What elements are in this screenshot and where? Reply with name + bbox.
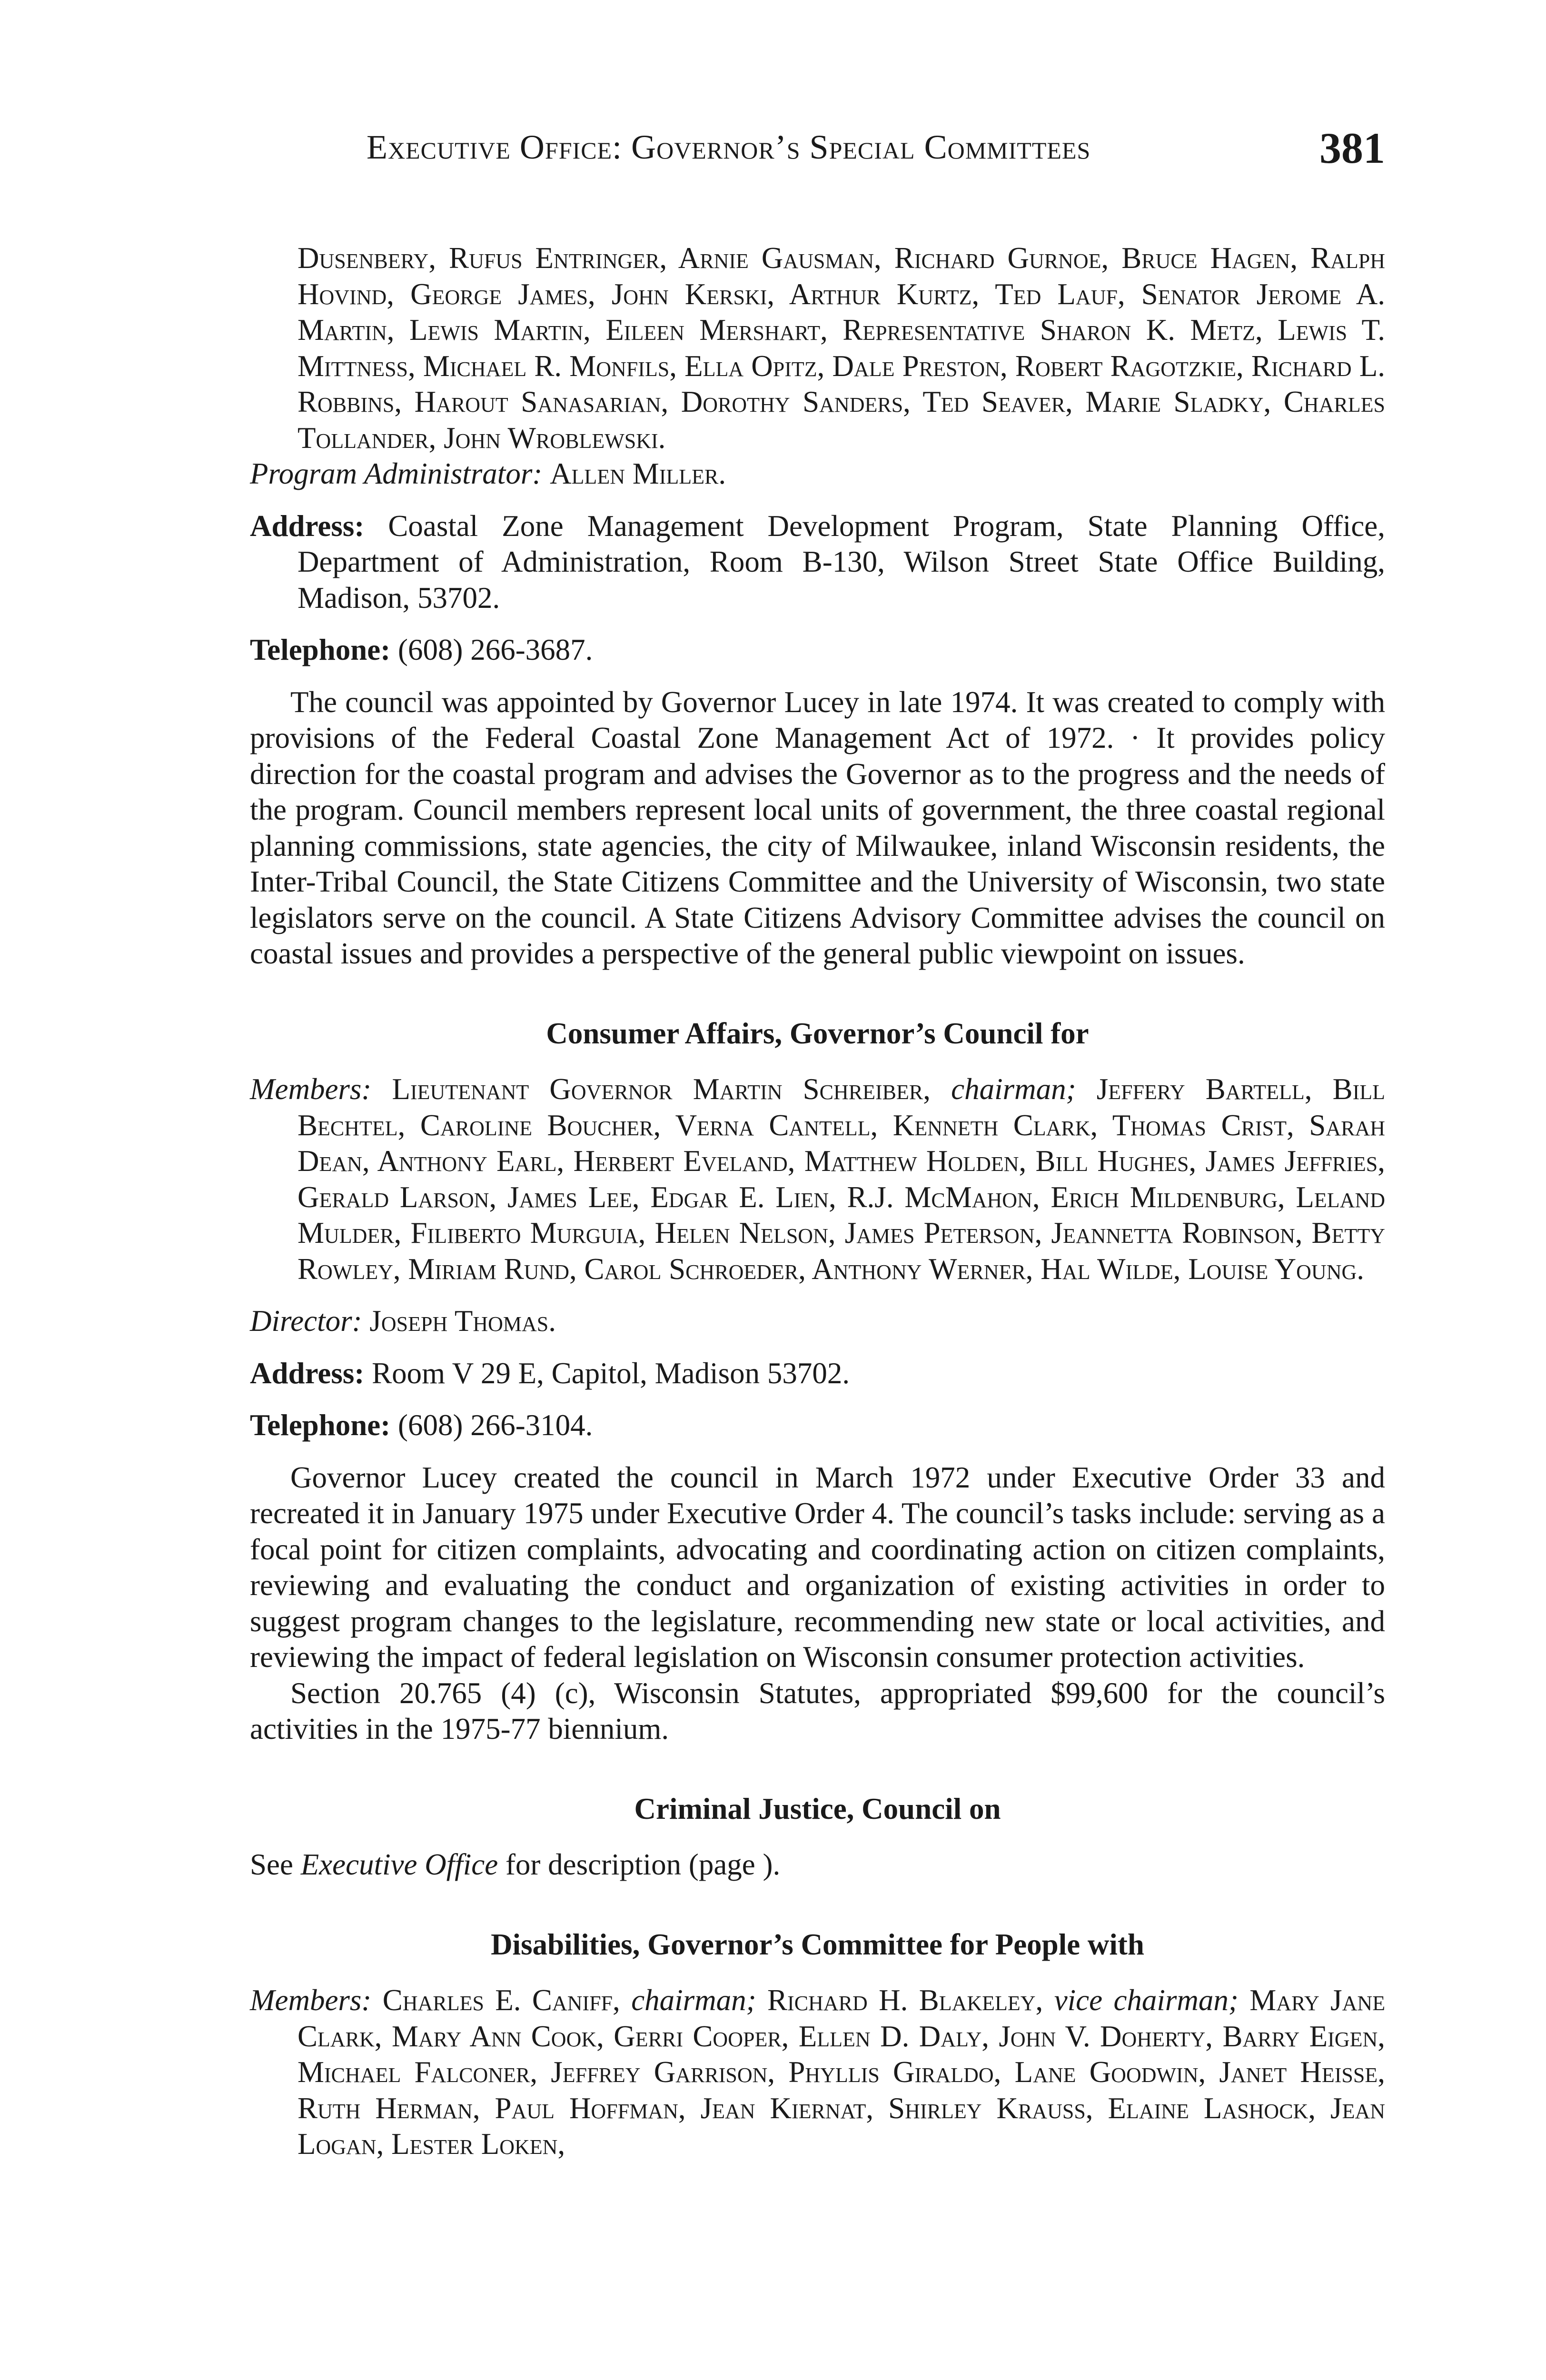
disabilities-heading: Disabilities, Governor’s Committee for People with	[491, 1927, 1144, 1961]
running-head	[367, 128, 1385, 167]
disabilities-members-label: Members:	[250, 1983, 372, 2017]
coastal-telephone-number: (608) 266-3687.	[397, 633, 593, 666]
coastal-address-label: Address:	[250, 509, 365, 543]
disabilities-vice-chairman-name: Richard H. Blakeley,	[767, 1983, 1043, 2017]
consumer-description: Governor Lucey created the council in March 1972 under Executive Order 33 and recreated it in January 1975 under Executive Order 4. The council’s tasks include: serving as a focal point for citizen complaints, advocating and coordinating action on citizen complaints, reviewing and evaluating the conduct and organization of existing activities in order to suggest program changes to the legislature, recommending new state or local activities, and reviewing the impact of federal legislation on Wisconsin consumer protection activities.	[250, 1460, 1385, 1674]
disabilities-members-list: Mary Jane Clark, Mary Ann Cook, Gerri Cooper, Ellen D. Daly, John V. Doherty, Barry Eigen, Michael Falconer, Jeffrey Garrison, Phyllis Giraldo, Lane Goodwin, Janet Heisse, Ruth Herman, Paul Hoffman, Jean Kiernat, Shirley Krauss, Elaine Lashock, Jean Logan, Lester Loken,	[297, 1983, 1386, 2161]
consumer-telephone	[250, 1408, 1385, 1444]
disabilities-members	[250, 1983, 1385, 2162]
consumer-address-label: Address:	[250, 1356, 365, 1390]
consumer-address-text: Room V 29 E, Capitol, Madison 53702.	[372, 1356, 850, 1390]
consumer-telephone-label: Telephone:	[250, 1408, 391, 1442]
program-administrator-name: Allen Miller.	[550, 457, 726, 490]
coastal-description: The council was appointed by Governor Lucey in late 1974. It was created to comply with provisions of the Federal Coastal Zone Management Act of 1972. · It provides policy direction for the coastal program and advises the Governor as to the progress and the needs of the program. Council members represent local units of government, the three coastal regional planning commissions, state agencies, the city of Milwaukee, inland Wisconsin residents, the Inter-Tribal Council, the State Citizens Committee and the University of Wisconsin, two state legislators serve on the council. A State Citizens Advisory Committee advises the council on coastal issues and provides a perspective of the general public viewpoint on issues.	[250, 685, 1385, 970]
coastal-address-text: Coastal Zone Management Development Program, State Planning Office, Department of Administration, Room B-130, Wilson Street State Office Building, Madison, 53702.	[297, 509, 1385, 615]
page-number: 381	[1319, 124, 1385, 172]
coastal-program-administrator	[250, 456, 1385, 492]
consumer-director	[250, 1303, 1385, 1339]
criminal-justice-heading: Criminal Justice, Council on	[634, 1792, 1001, 1825]
consumer-director-label: Director:	[250, 1304, 362, 1338]
disabilities-chairman-name: Charles E. Caniff,	[382, 1983, 620, 2017]
consumer-appropriation: Section 20.765 (4) (c), Wisconsin Statutes, appropriated $99,600 for the council’s activities in the 1975-77 biennium.	[250, 1676, 1385, 1745]
disabilities-vice-chairman-role: vice chairman;	[1054, 1983, 1239, 2017]
program-administrator-label: Program Administrator:	[250, 457, 543, 490]
coastal-telephone-label: Telephone:	[250, 633, 391, 666]
coastal-address	[250, 508, 1385, 616]
coastal-members-continued: Dusenbery, Rufus Entringer, Arnie Gausman, Richard Gurnoe, Bruce Hagen, Ralph Hovind, George James, John Kerski, Arthur Kurtz, Ted Lauf, Senator Jerome A. Martin, Lewis Martin, Eileen Mershart, Representative Sharon K. Metz, Lewis T. Mittness, Michael R. Monfils, Ella Opitz, Dale Preston, Robert Ragotzkie, Richard L. Robbins, Harout Sanasarian, Dorothy Sanders, Ted Seaver, Marie Sladky, Charles Tollander, John Wroblewski.	[297, 241, 1385, 455]
consumer-telephone-number: (608) 266-3104.	[397, 1408, 593, 1442]
coastal-telephone	[250, 632, 1385, 668]
consumer-director-name: Joseph Thomas.	[369, 1304, 556, 1338]
page-body	[250, 240, 1385, 2162]
consumer-address	[250, 1356, 1385, 1392]
see-prefix: See	[250, 1848, 293, 1881]
consumer-chairman-role: chairman;	[951, 1072, 1076, 1106]
criminal-justice-see-reference	[250, 1847, 1385, 1883]
see-suffix: for description (page ).	[505, 1848, 781, 1881]
consumer-members	[250, 1071, 1385, 1287]
running-head-text: Executive Office: Governor’s Special Committees	[367, 128, 1091, 166]
consumer-members-label: Members:	[250, 1072, 372, 1106]
disabilities-chairman-role: chairman;	[631, 1983, 756, 2017]
consumer-affairs-heading: Consumer Affairs, Governor’s Council for	[546, 1016, 1089, 1050]
consumer-members-list: Jeffery Bartell, Bill Bechtel, Caroline Boucher, Verna Cantell, Kenneth Clark, Thomas Crist, Sarah Dean, Anthony Earl, Herbert Eveland, Matthew Holden, Bill Hughes, James Jeffries, Gerald Larson, James Lee, Edgar E. Lien, R.J. McMahon, Erich Mildenburg, Leland Mulder, Filiberto Murguia, Helen Nelson, James Peterson, Jeannetta Robinson, Betty Rowley, Miriam Rund, Carol Schroeder, Anthony Werner, Hal Wilde, Louise Young.	[297, 1072, 1386, 1286]
see-reference-link: Executive Office	[300, 1848, 498, 1881]
consumer-chairman-name: Lieutenant Governor Martin Schreiber,	[392, 1072, 931, 1106]
